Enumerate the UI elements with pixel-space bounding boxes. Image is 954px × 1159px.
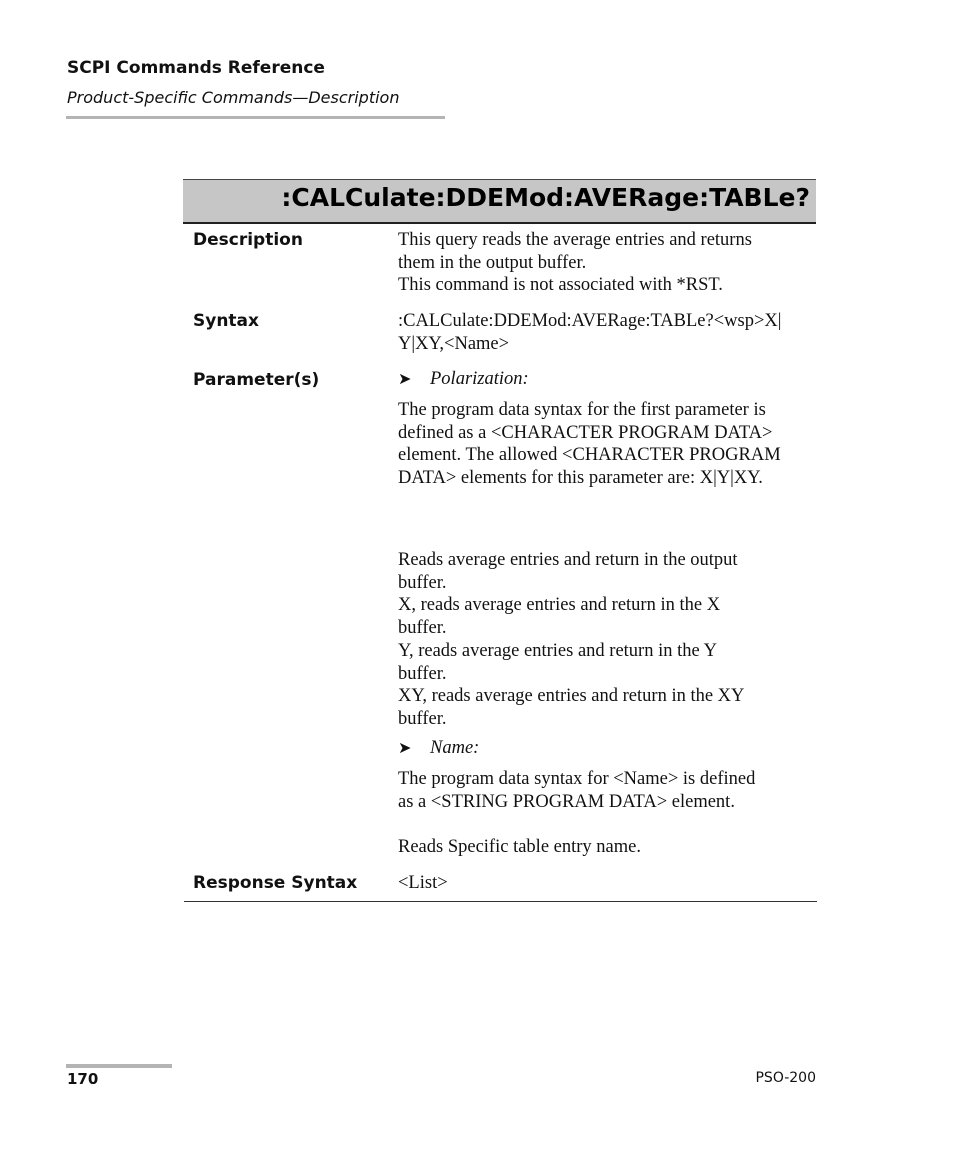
arrow-bullet-icon: ➤ (398, 740, 412, 757)
footer-rule (66, 1064, 172, 1068)
table-bottom-rule (184, 901, 817, 902)
param-polarization-definition: The program data syntax for the first parameter is defined as a <CHARACTER PROGRAM DATA> element. The allowed <CHARACTER PROGRAM DATA> elements for this parameter are: X|Y|XY. (398, 400, 781, 489)
page-number: 170 (67, 1070, 99, 1088)
response-label: Response Syntax (193, 873, 358, 893)
header-subtitle: Product-Specific Commands—Description (67, 88, 400, 107)
arrow-bullet-icon: ➤ (398, 371, 412, 388)
product-name: PSO-200 (755, 1070, 816, 1086)
syntax-label: Syntax (193, 311, 259, 331)
parameters-label: Parameter(s) (193, 370, 320, 390)
header-title: SCPI Commands Reference (67, 58, 325, 78)
command-title-bar (183, 179, 816, 224)
syntax-text: :CALCulate:DDEMod:AVERage:TABLe?<wsp>X| Y|XY,<Name> (398, 311, 782, 354)
param-polarization: ➤ Polarization: (398, 369, 529, 389)
param-name: ➤ Name: (398, 738, 480, 758)
description-label: Description (193, 230, 303, 250)
description-text: This query reads the average entries and returns them in the output buffer. This command is not associated with *RST. (398, 230, 752, 296)
param-name-definition: The program data syntax for <Name> is defined as a <STRING PROGRAM DATA> element. (398, 769, 756, 812)
param-name-description: Reads Specific table entry name. (398, 837, 641, 857)
header-rule (66, 116, 445, 119)
command-title: :CALCulate:DDEMod:AVERage:TABLe? (281, 183, 810, 212)
response-text: <List> (398, 873, 448, 893)
param-polarization-description: Reads average entries and return in the output buffer. X, reads average entries and return in the X buffer. Y, reads average entries and return in the Y buffer. XY, reads average entries and return in the XY buffer. (398, 550, 745, 729)
